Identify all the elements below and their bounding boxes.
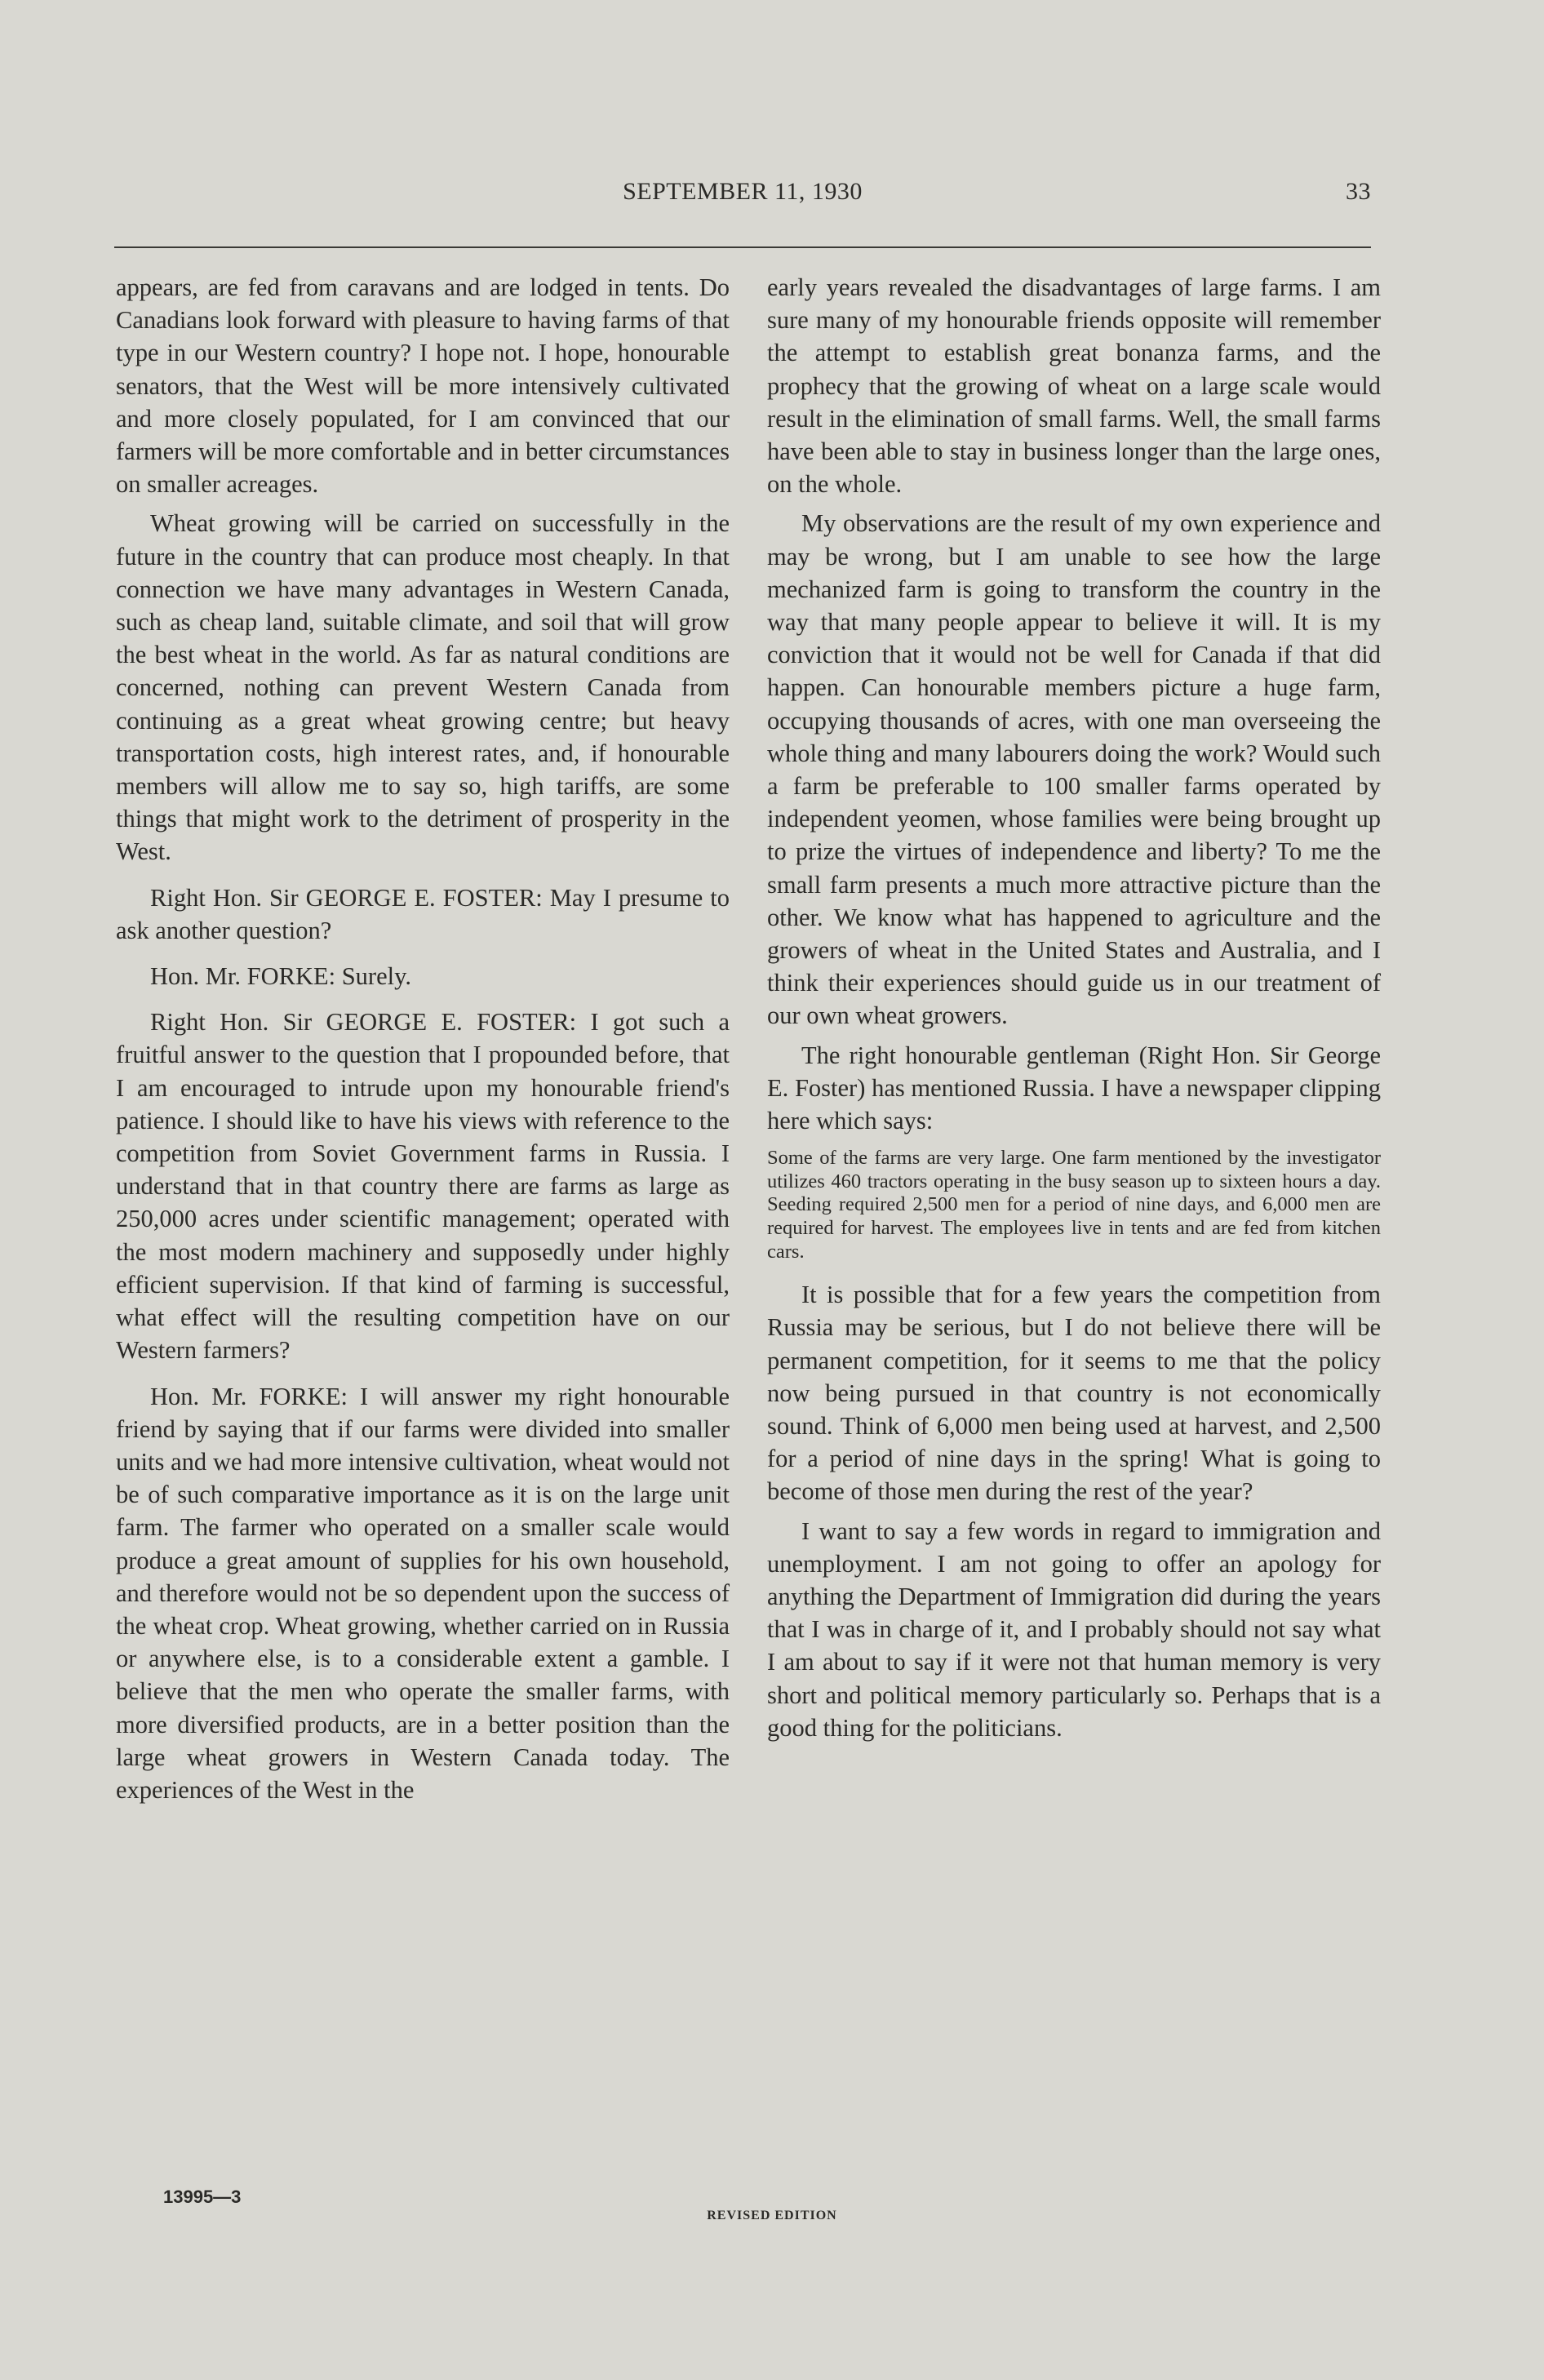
- paragraph: The right honourable gentleman (Right Hon. Sir George E. Foster) has mentioned Russia. I have a newspaper clipping here which says:: [767, 1041, 1381, 1135]
- paragraph: It is possible that for a few years the competition from Russia may be serious, but I do not believe there will be permanent competition, for it seems to me that the policy now being pursued in that country is not economically sound. Think of 6,000 men being used at harvest, and 2,500 for a period of nine days in the spring! What is going to become of those men during the rest of the year?: [767, 1281, 1381, 1506]
- paragraph: Right Hon. Sir GEORGE E. FOSTER: May I presume to ask another question?: [116, 883, 730, 944]
- paragraph: Wheat growing will be carried on successfully in the future in the country that can produce most cheaply. In that connection we have many advantages in Western Canada, such as cheap land, suitable climate, and soil that will grow the best wheat in the world. As far as natural conditions are concerned, nothing can prevent Western Canada from continuing as a great wheat growing centre; but heavy transportation costs, high interest rates, and, if honourable members will allow me to say so, high tariffs, are some things that might work to the detriment of prosperity in the West.: [116, 509, 730, 866]
- paragraph: Hon. Mr. FORKE: I will answer my right honourable friend by saying that if our farms were divided into smaller units and we had more intensive cultivation, wheat would not be of such comparative importance as it is on the large unit farm. The farmer who operated on a smaller scale would produce a great amount of supplies for his own household, and therefore would not be so dependent upon the success of the wheat crop. Wheat growing, whether carried on in Russia or anywhere else, is to a considerable extent a gamble. I believe that the men who operate the smaller farms, with more diversified products, are in a better position than the large wheat growers in Western Canada today. The experiences of the West in the: [116, 1382, 730, 1804]
- quote-text: Some of the farms are very large. One farm mentioned by the investigator utilizes 460 tractors operating in the busy season up to sixteen hours a day. Seeding required 2,500 men for a period of nine days, and 6,000 men are required for harvest. The employees live in tents and are fed from kitchen cars.: [767, 1147, 1381, 1263]
- paragraph: Hon. Mr. FORKE: Surely.: [150, 962, 411, 991]
- paragraph: My observations are the result of my own experience and may be wrong, but I am unable to see how the large mechanized farm is going to transform the country in the way that many people appear to believe it will. It is my conviction that it would not be well for Canada if that did happen. Can honourable members picture a huge farm, occupying thousands of acres, with one man overseeing the whole thing and many labourers doing the work? Would such a farm be preferable to 100 smaller farms operated by independent yeomen, whose families were being brought up to prize the virtues of independence and liberty? To me the small farm presents a much more attractive picture than the other. We know what has happened to agriculture and the growers of wheat in the United States and Australia, and I think their experiences should guide us in our treatment of our own wheat growers.: [767, 509, 1381, 1030]
- paragraph: appears, are fed from caravans and are lodged in tents. Do Canadians look forward with pleasure to having farms of that type in our Western country? I hope not. I hope, honourable senators, that the West will be more intensively cultivated and more closely populated, for I am convinced that our farmers will be more comfortable and in better circumstances on smaller acreages.: [116, 273, 730, 499]
- page-header: [114, 173, 1371, 214]
- header-rule: [114, 246, 1371, 248]
- left-column: [116, 271, 730, 1813]
- page-date-title: SEPTEMBER 11, 1930: [623, 178, 863, 205]
- page-number: 33: [1346, 178, 1371, 205]
- footer-code: 13995—3: [163, 2187, 242, 2207]
- paragraph: Right Hon. Sir GEORGE E. FOSTER: I got such a fruitful answer to the question that I propounded before, that I am encouraged to intrude upon my honourable friend's patience. I should like to have his views with reference to the competition from Soviet Government farms in Russia. I understand that in that country there are farms as large as 250,000 acres under scientific management; operated with the most modern machinery and supposedly under highly efficient supervision. If that kind of farming is successful, what effect will the resulting competition have on our Western farmers?: [116, 1008, 730, 1365]
- right-column: [767, 271, 1381, 1751]
- paragraph: I want to say a few words in regard to immigration and unemployment. I am not going to offer an apology for anything the Department of Immigration did during the years that I was in charge of it, and I probably should not say what I am about to say if it were not that human memory is very short and political memory particularly so. Perhaps that is a good thing for the politicians.: [767, 1516, 1381, 1742]
- footer-edition: REVISED EDITION: [707, 2209, 837, 2222]
- newspaper-quote: [767, 1147, 1381, 1263]
- paragraph: early years revealed the disadvantages of large farms. I am sure many of my honourable friends opposite will remember the attempt to establish great bonanza farms, and the prophecy that the growing of wheat on a large scale would result in the elimination of small farms. Well, the small farms have been able to stay in business longer than the large ones, on the whole.: [767, 273, 1381, 499]
